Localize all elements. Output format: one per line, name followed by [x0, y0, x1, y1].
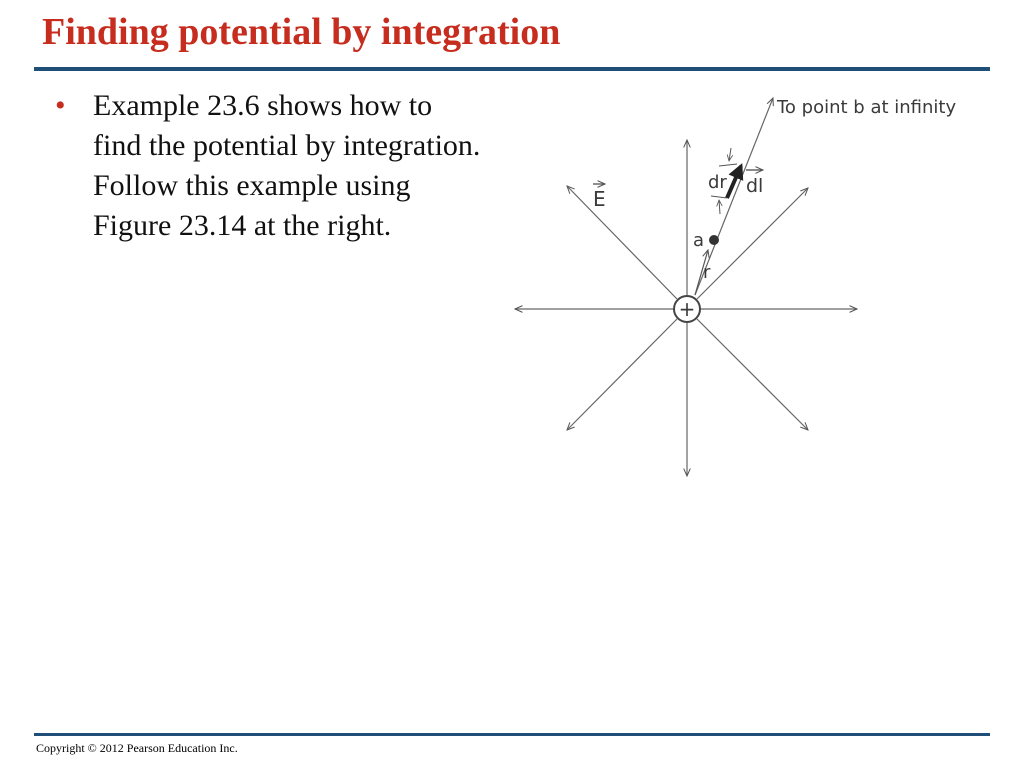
dl-vector: [727, 166, 741, 198]
bullet-item: [55, 86, 485, 246]
copyright-text: Copyright © 2012 Pearson Education Inc.: [36, 741, 238, 755]
field-line-downleft: [567, 319, 677, 430]
bullet-marker: •: [55, 89, 66, 122]
bullet-text: Example 23.6 shows how to find the potential by integration. Follow this example using Figure 23.14 at the right.: [93, 89, 481, 242]
slide-title: Finding potential by integration: [42, 11, 561, 53]
point-a-label: a: [693, 230, 705, 251]
field-line-upleft: [567, 186, 677, 299]
to-point-b-label: To point b at infinity: [777, 97, 957, 118]
bullet-list: [55, 86, 485, 246]
footer-divider: [34, 733, 990, 736]
radius-label: r: [703, 262, 711, 283]
point-a-dot: [709, 235, 719, 245]
field-line-downright: [697, 319, 808, 430]
title-divider: [34, 67, 990, 71]
point-charge-field-figure: [505, 88, 1005, 488]
dl-label: dl: [746, 175, 764, 197]
field-label: E: [593, 187, 606, 211]
dr-label: dr: [708, 172, 727, 193]
charge-sign: +: [678, 297, 696, 321]
field-lines: [515, 98, 857, 476]
